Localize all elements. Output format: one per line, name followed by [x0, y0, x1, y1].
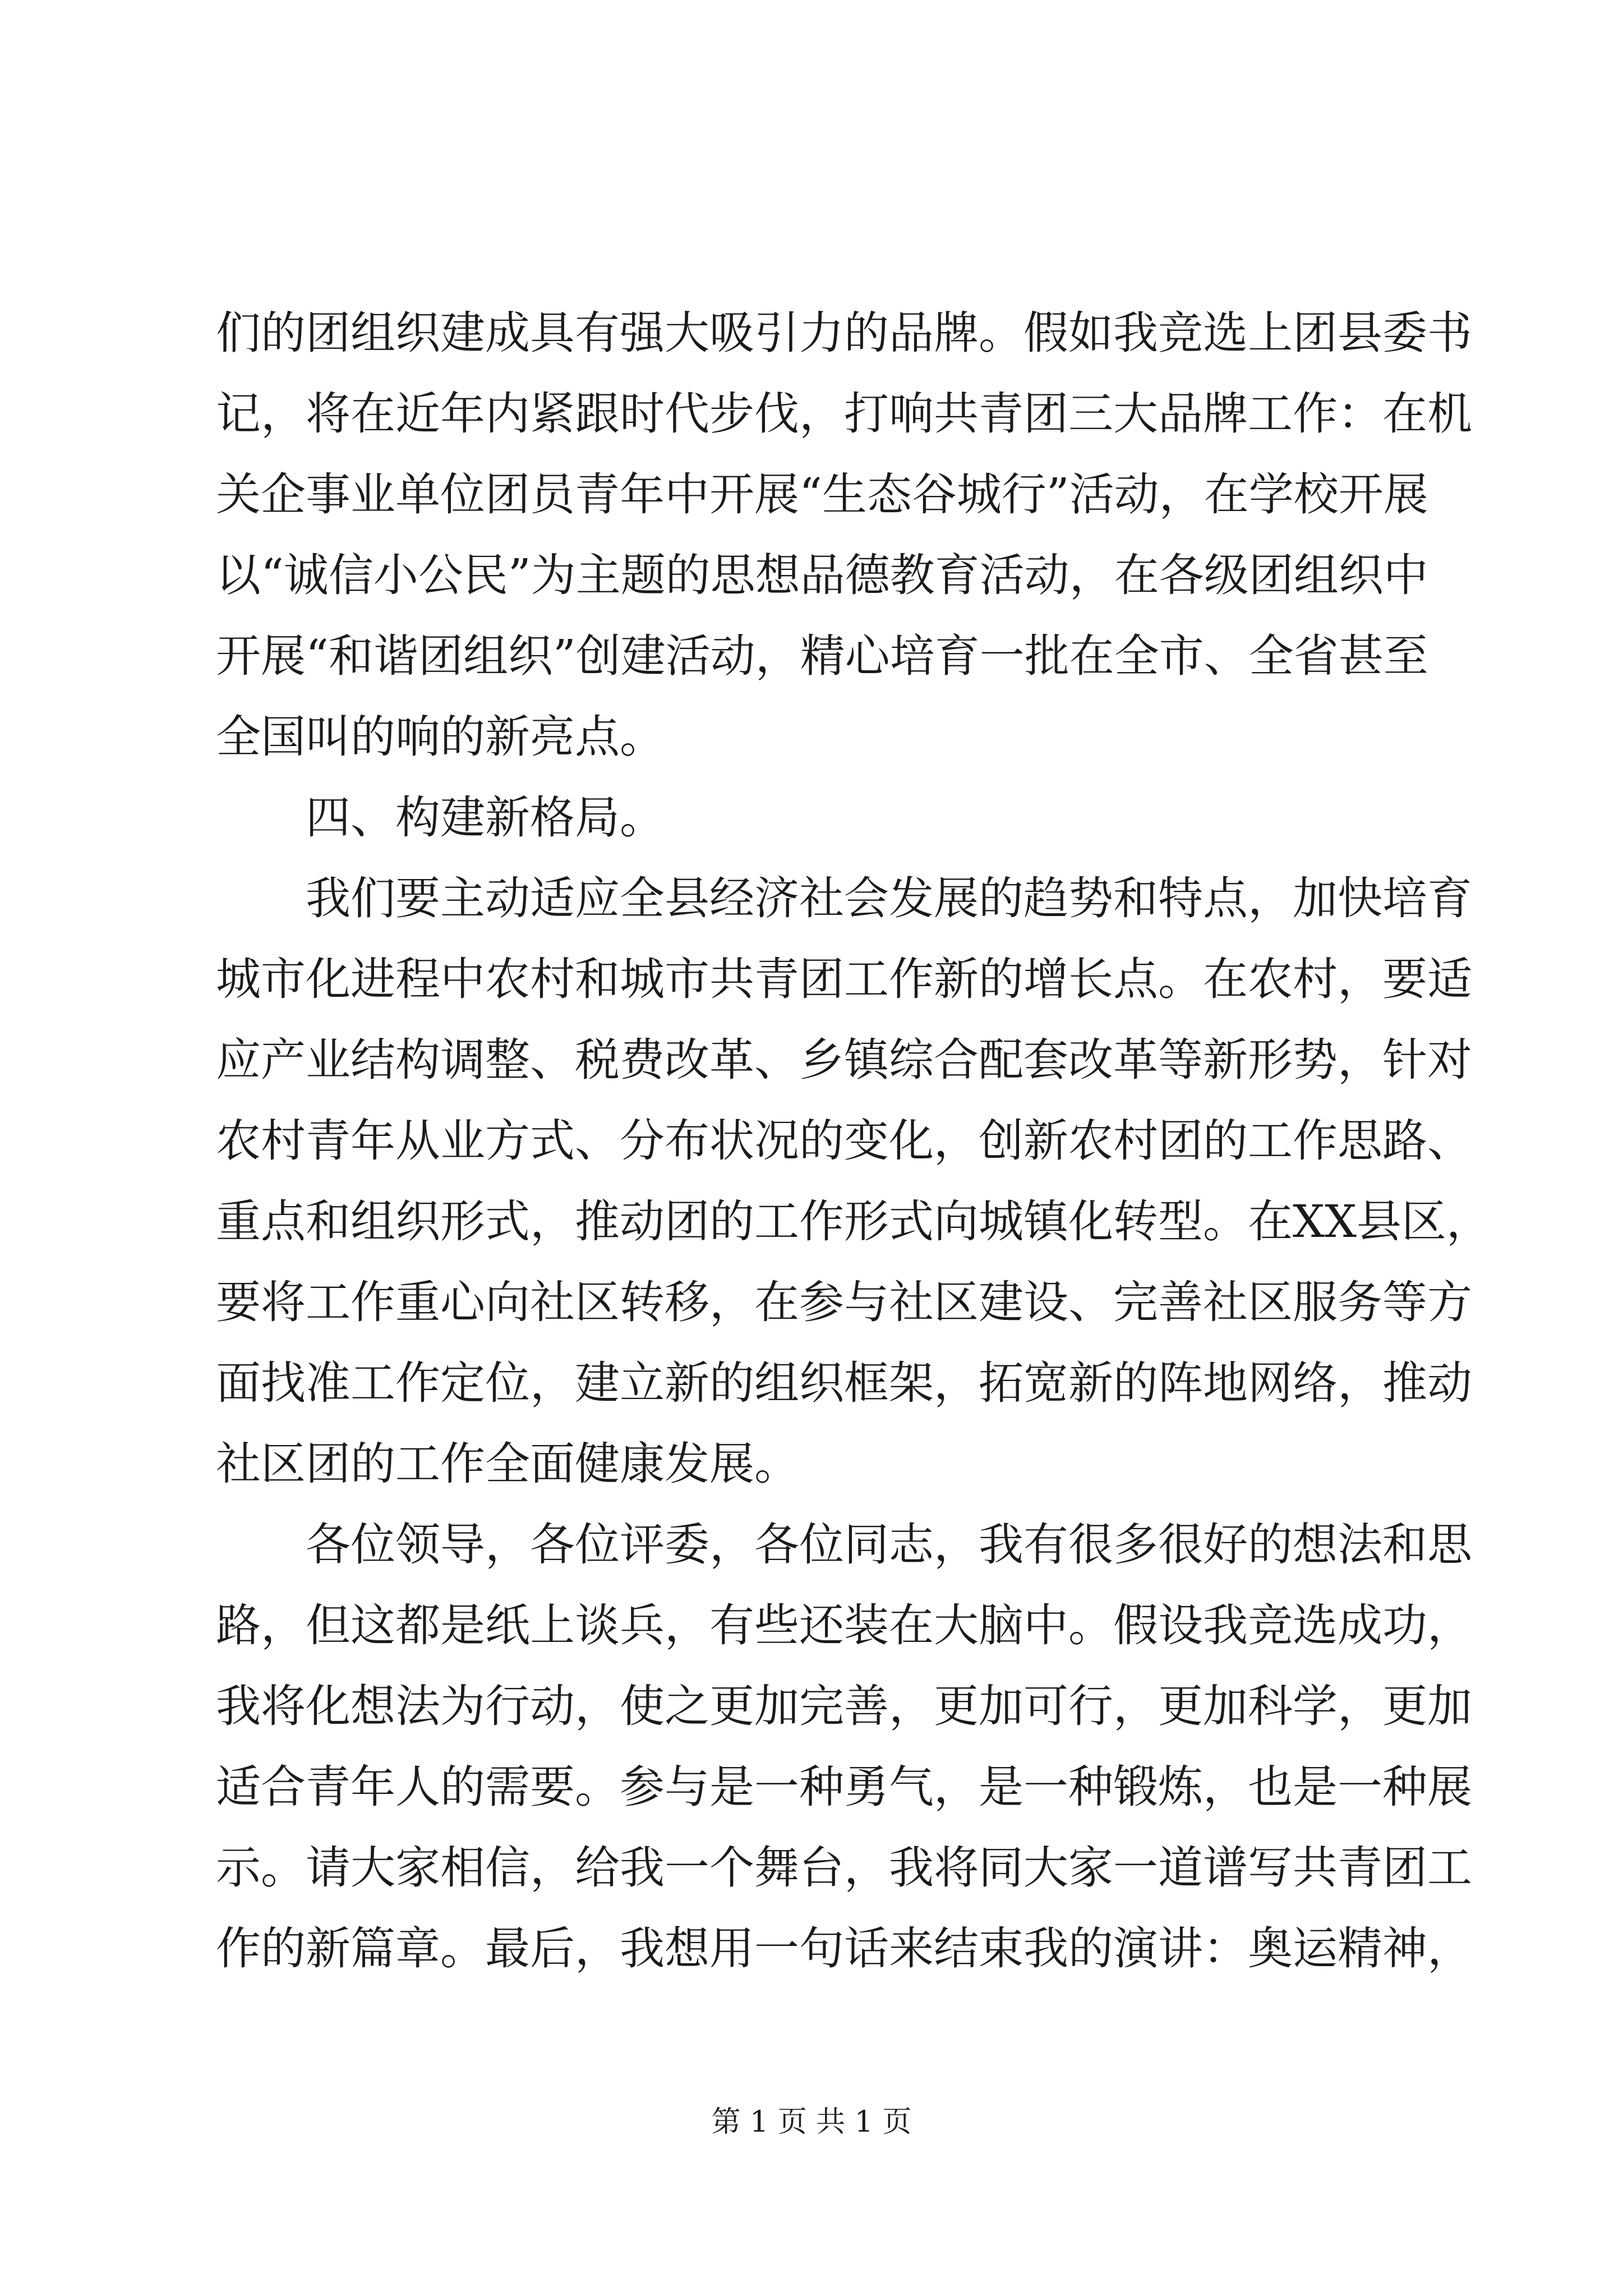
text-line: 应产业结构调整、税费改革、乡镇综合配套改革等新形势，针对 [216, 1034, 1472, 1086]
text-line: 全国叫的响的新亮点。 [216, 711, 665, 763]
text-line: 开展“和谐团组织”创建活动，精心培育一批在全市、全省甚至 [216, 630, 1428, 682]
text-line: 以“诚信小公民”为主题的思想品德教育活动，在各级团组织中 [216, 549, 1428, 601]
text-line: 要将工作重心向社区转移，在参与社区建设、完善社区服务等方 [216, 1276, 1472, 1328]
text-line: 们的团组织建成具有强大吸引力的品牌。假如我竞选上团县委书 [216, 307, 1472, 359]
text-line: 面找准工作定位，建立新的组织框架，拓宽新的阵地网络，推动 [216, 1357, 1472, 1409]
page-footer: 第 1 页 共 1 页 [711, 2105, 912, 2139]
text-line: 我们要主动适应全县经济社会发展的趋势和特点，加快培育 [216, 872, 1472, 924]
text-line: 关企事业单位团员青年中开展“生态谷城行”活动，在学校开展 [216, 468, 1428, 521]
text-line: 重点和组织形式，推动团的工作形式向城镇化转型。在XX县区， [216, 1195, 1491, 1248]
text-line: 社区团的工作全面健康发展。 [216, 1438, 799, 1490]
text-line: 我将化想法为行动，使之更加完善，更加可行，更加科学，更加 [216, 1680, 1472, 1732]
text-line: 城市化进程中农村和城市共青团工作新的增长点。在农村，要适 [216, 953, 1472, 1005]
text-line: 路，但这都是纸上谈兵，有些还装在大脑中。假设我竞选成功， [216, 1599, 1472, 1651]
text-line: 农村青年从业方式、分布状况的变化，创新农村团的工作思路、 [216, 1115, 1472, 1167]
text-line: 作的新篇章。最后，我想用一句话来结束我的演讲：奥运精神， [216, 1922, 1472, 1975]
text-line: 示。请大家相信，给我一个舞台，我将同大家一道谱写共青团工 [216, 1842, 1472, 1894]
body-text [216, 293, 1491, 1989]
text-line: 各位领导，各位评委，各位同志，我有很多很好的想法和思 [216, 1519, 1472, 1571]
section-heading: 四、构建新格局。 [216, 792, 665, 844]
text-line: 适合青年人的需要。参与是一种勇气，是一种锻炼，也是一种展 [216, 1761, 1472, 1813]
text-line: 记，将在近年内紧跟时代步伐，打响共青团三大品牌工作：在机 [216, 388, 1472, 440]
